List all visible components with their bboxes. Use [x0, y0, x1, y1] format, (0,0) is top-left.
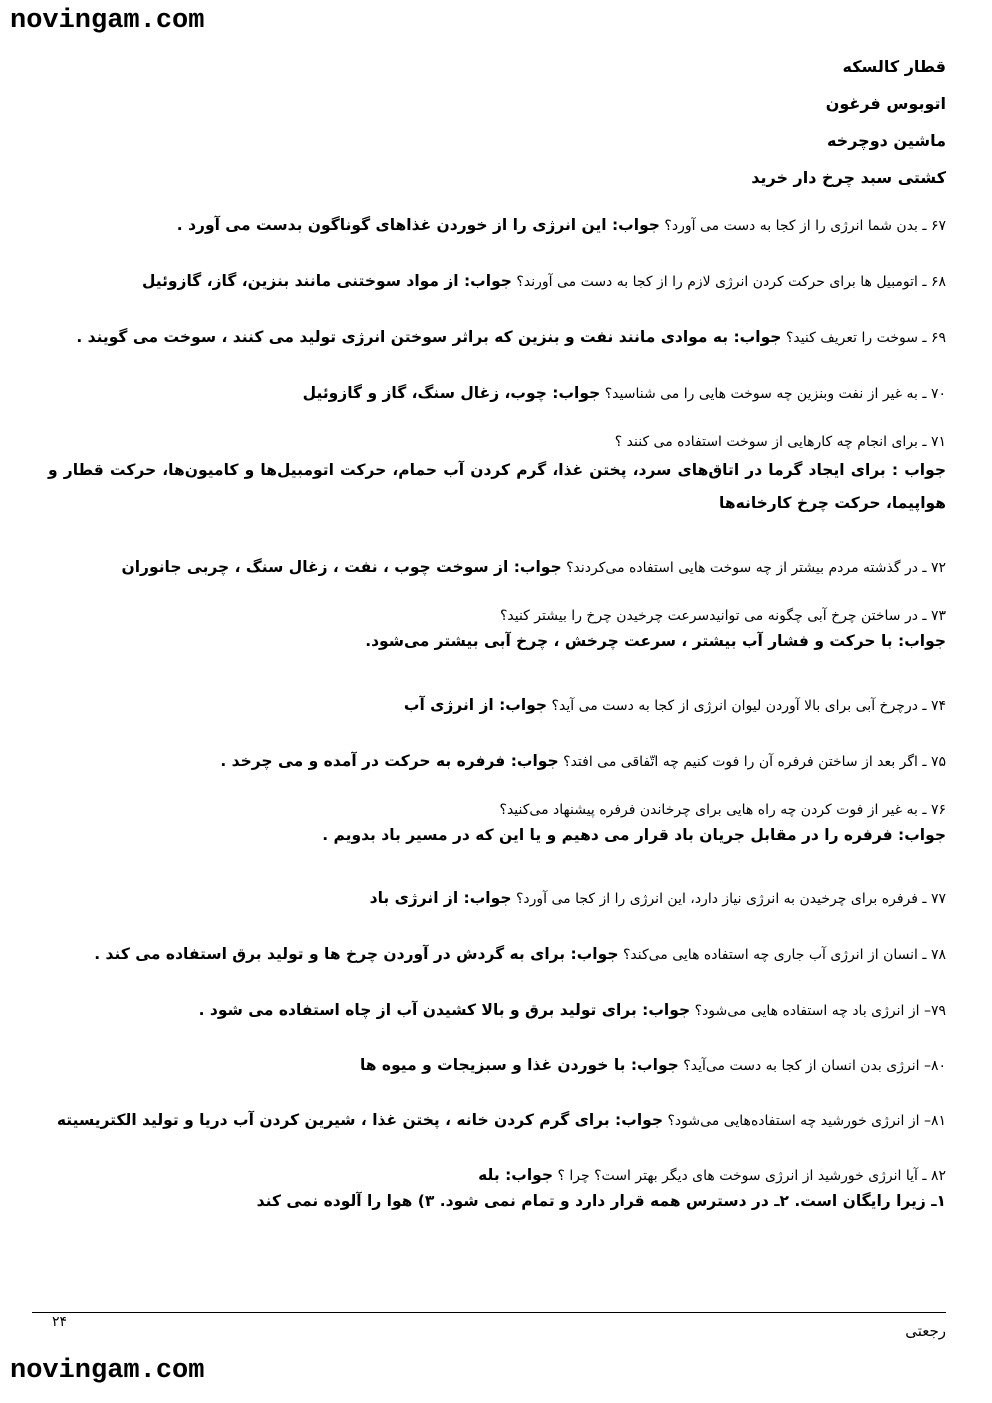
answer-text: جواب: با حرکت و فشار آب بیشتر ، سرعت چرخش ، چرخ آبی بیشتر می‌شود. — [365, 632, 946, 650]
answer-text: جواب : برای ایجاد گرما در اتاق‌های سرد، پختن غذا، گرم کردن آب حمام، حرکت اتومبیل‌ها و کامیون‌ها، حرکت قطار و هواپیما، حرکت چرخ کارخانه‌ها — [48, 461, 946, 512]
answer-text: جواب: با خوردن غذا و سبزیجات و میوه ها — [359, 1056, 679, 1074]
qa-74 — [48, 696, 946, 714]
author-name: رجعتی — [905, 1322, 946, 1340]
answer-text: جواب: از سوخت چوب ، نفت ، زغال سنگ ، چربی جانوران — [121, 558, 562, 576]
list-item: کشتی سبد چرخ دار خرید — [751, 168, 946, 187]
answer-text: جواب: برای به گردش در آوردن چرخ ها و تولید برق استفاده می کند . — [94, 945, 619, 963]
qa-75 — [48, 752, 946, 770]
watermark-bottom: novingam.com — [10, 1356, 205, 1386]
answer-text: جواب: از مواد سوختنی مانند بنزین، گاز، گازوئیل — [141, 272, 512, 290]
answer-text: جواب: از انرژی باد — [369, 889, 512, 907]
question-text: ۶۹ ـ سوخت را تعریف کنید؟ — [785, 330, 946, 346]
question-text: ۷۴ ـ درچرخ آبی برای بالا آوردن لیوان انرژی از کجا به دست می آید؟ — [551, 698, 946, 714]
answer-text: جواب: فرفره را در مقابل جریان باد قرار می دهیم و یا این که در مسیر باد بدویم . — [322, 826, 946, 844]
answer-text: جواب: چوب، زغال سنگ، گاز و گازوئیل — [302, 384, 601, 402]
question-text: ۷۸ ـ انسان از انرژی آب جاری چه استفاده هایی می‌کند؟ — [622, 947, 946, 963]
qa-67 — [48, 216, 946, 234]
qa-70 — [48, 384, 946, 402]
page-number: ۲۴ — [52, 1314, 68, 1330]
question-text: ۸۲ ـ آیا انرژی خورشید از انرژی سوخت های دیگر بهتر است؟ چرا ؟ — [557, 1168, 946, 1184]
answer-text: جواب: فرفره به حرکت در آمده و می چرخد . — [220, 752, 559, 770]
watermark-top: novingam.com — [10, 6, 205, 36]
list-item: اتوبوس فرغون — [825, 94, 946, 113]
footer-divider — [32, 1312, 946, 1313]
qa-69 — [48, 328, 946, 346]
question-text: ۶۸ ـ اتومبیل ها برای حرکت کردن انرژی لازم را از کجا به دست می آورند؟ — [516, 274, 946, 290]
question-text: ۷۷ ـ فرفره برای چرخیدن به انرژی نیاز دارد، این انرژی را از کجا می آورد؟ — [515, 891, 946, 907]
qa-71 — [48, 434, 946, 520]
question-text: ۷۳ ـ در ساختن چرخ آبی چگونه می توانیدسرعت چرخیدن چرخ را بیشتر کنید؟ — [499, 608, 946, 624]
vehicle-list — [751, 48, 946, 196]
qa-81 — [48, 1111, 946, 1129]
question-text: ۷۰ ـ به غیر از نفت وبنزین چه سوخت هایی را می شناسید؟ — [604, 386, 946, 402]
question-text: ۸۰– انرژی بدن انسان از کجا به دست می‌آید؟ — [683, 1058, 946, 1074]
answer-text: جواب: به موادی مانند نفت و بنزین که براثر سوختن انرژی تولید می کنند ، سوخت می گویند . — [76, 328, 782, 346]
qa-80 — [48, 1056, 946, 1074]
answer-text: جواب: برای گرم کردن خانه ، پختن غذا ، شیرین کردن آب دریا و تولید الکتریسیته — [56, 1111, 664, 1129]
qa-72 — [48, 558, 946, 576]
answer-text: جواب: از انرژی آب — [403, 696, 548, 714]
answer-text: جواب: این انرژی را از خوردن غذاهای گوناگون بدست می آورد . — [176, 216, 660, 234]
question-text: ۷۵ ـ اگر بعد از ساختن فرفره آن را فوت کنیم چه اتّفاقی می افتد؟ — [563, 754, 946, 770]
question-text: ۷۶ ـ به غیر از فوت کردن چه راه هایی برای چرخاندن فرفره پیشنهاد می‌کنید؟ — [499, 802, 946, 818]
qa-78 — [48, 945, 946, 963]
qa-77 — [48, 889, 946, 907]
qa-82 — [48, 1166, 946, 1210]
qa-68 — [48, 272, 946, 290]
qa-76 — [48, 802, 946, 844]
question-text: ۷۲ ـ در گذشته مردم بیشتر از چه سوخت هایی استفاده می‌کردند؟ — [566, 560, 946, 576]
question-text: ۸۱– از انرژی خورشید چه استفاده‌هایی می‌شود؟ — [667, 1113, 946, 1129]
question-text: ۷۹– از انرژی باد چه استفاده هایی می‌شود؟ — [694, 1003, 946, 1019]
qa-73 — [48, 608, 946, 650]
list-item: ماشین دوچرخه — [826, 131, 946, 150]
question-text: ۷۱ ـ برای انجام چه کارهایی از سوخت استفاده می کنند ؟ — [614, 434, 946, 450]
answer-text: جواب: برای تولید برق و بالا کشیدن آب از چاه استفاده می شود . — [198, 1001, 691, 1019]
answer-text: جواب: بله — [478, 1166, 554, 1184]
qa-79 — [48, 1001, 946, 1019]
list-item: قطار کالسکه — [842, 57, 946, 76]
question-text: ۶۷ ـ بدن شما انرژی را از کجا به دست می آورد؟ — [664, 218, 946, 234]
answer-reasons: ۱ـ زیرا رایگان است. ۲ـ در دسترس همه قرار دارد و تمام نمی شود. ۳) هوا را آلوده نمی کند — [256, 1192, 946, 1210]
